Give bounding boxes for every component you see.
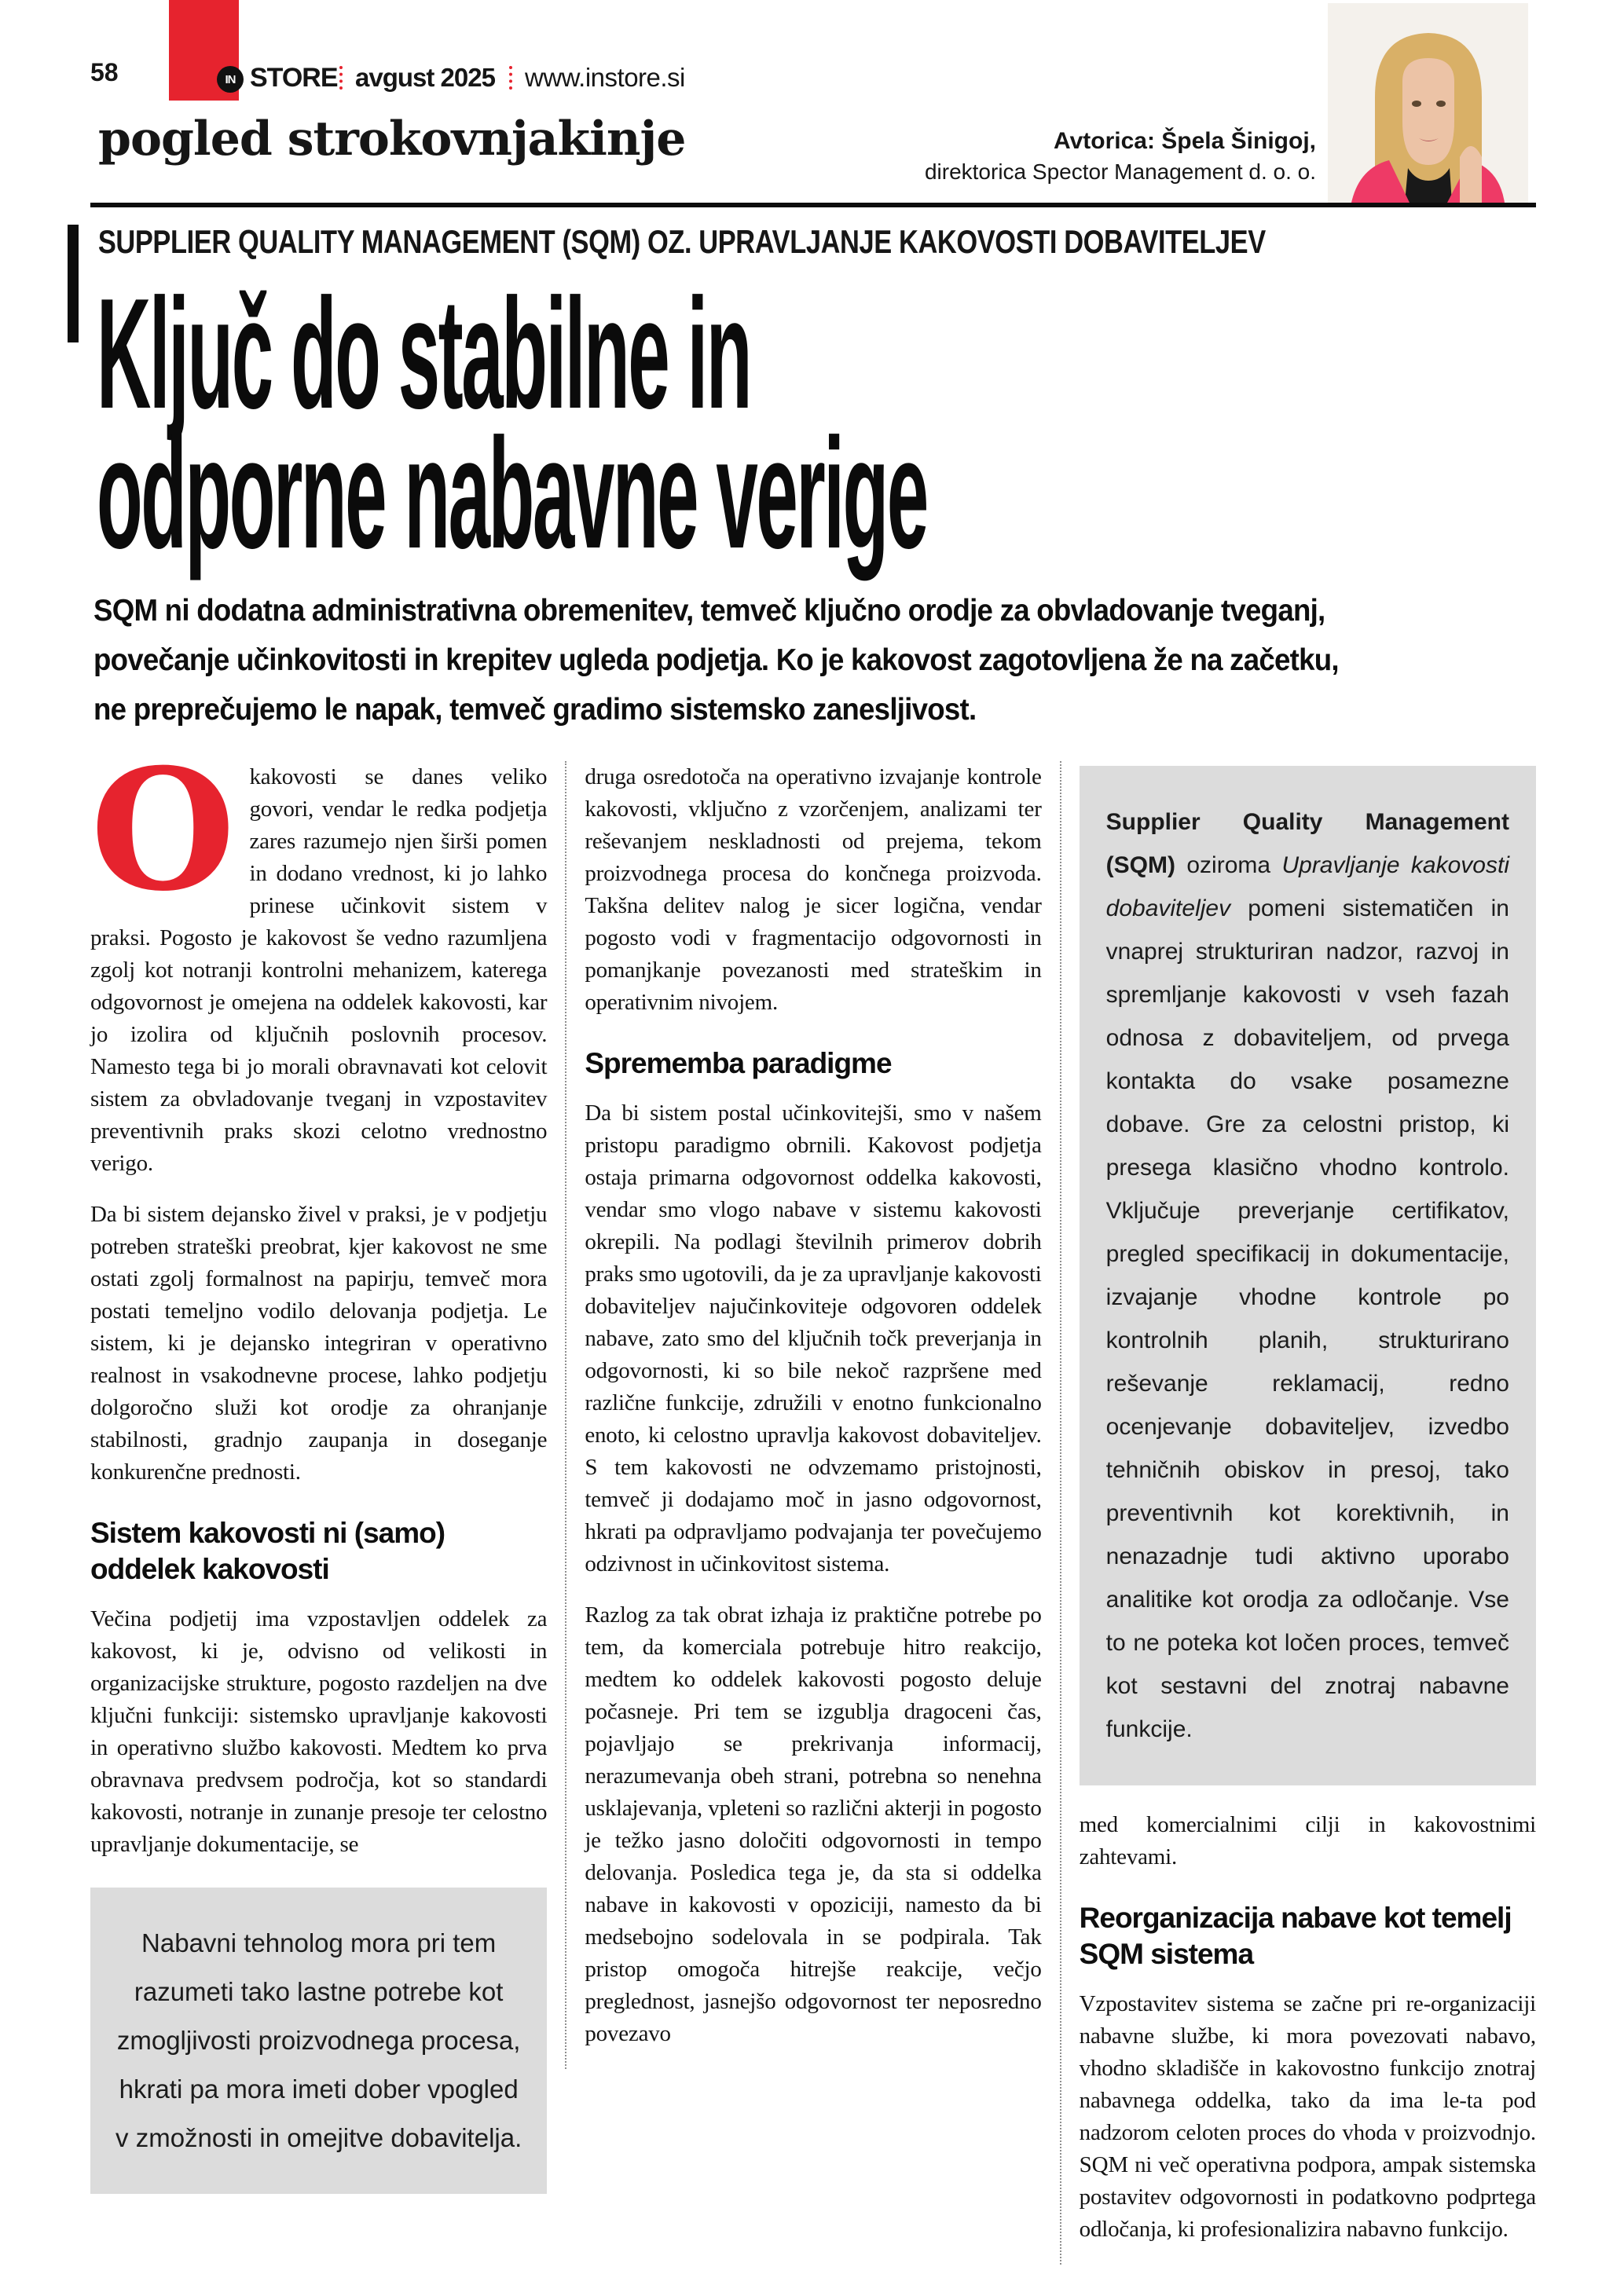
column-3 [1060,761,1536,2265]
info-box-lead: Supplier Quality Management (SQM) [1105,809,1509,878]
column-1 [90,732,548,2194]
headline-line: Ključ do stabilne in [97,266,751,441]
author-name: Avtorica: Špela Šinigoj, [1054,128,1316,154]
author-role: direktorica Spector Management d. o. o. [924,159,1316,184]
page-number: 58 [90,58,119,86]
paragraph: Da bi sistem dejansko živel v praksi, je v podjetju potreben strateški preobrat, kjer kakovost ne sme ostati zgolj formalnost na papirju, temveč mora postati temeljno vodilo delovanja podjetja. Le sistem, ki je dejansko integriran v operativno realnost in vsakodnevne procese, lahko podjetju dolgoročno služi kot orodje za ohranjanje stabilnosti, gradnjo zaupanja in doseganje konkurenčne prednosti. [90,1202,548,1485]
hand [1460,146,1482,203]
subhead: Sprememba paradigme [585,1047,892,1079]
header-dotted-divider [509,66,512,90]
author-block [925,126,1316,187]
paragraph: Večina podjetij ima vzpostavljen oddelek za kakovost, ki je, odvisno od velikosti in organizacijske strukture, pogosto razdeljen na dve ključni funkciji: sistemsko upravljanje kakovosti in operativno službo kakovosti. Medtem ko prva obravnava predvsem področja, kot so standardi kakovosti, notranje in zunanje presoje ter celostno upravljanje dokumentacije, se [90,1606,548,1857]
paragraph: Razlog za tak obrat izhaja iz praktične potrebe po tem, da komerciala potrebuje hitro reakcijo, medtem ko oddelek kakovosti pogosto deluje počasneje. Pri tem se izgublja dragoceni čas, pojavljajo se prekrivanja informacij, nerazumevanja obeh strani, potrebna so nenehna usklajevanja, vpleteni so različni akterji in pogosto je težko jasno določiti odgovornosti in tempo delovanja. Posledica tega je, da sta si oddelka nabave in kakovosti v opoziciji, namesto da bi medsebojno sodelovala in se podpirala. Tak pristop omogoča hitrejše reakcije, večjo preglednost, jasnejšo odgovornost ter neposredno povezavo [585,1602,1042,2046]
eye [1436,101,1446,107]
instore-logo-text: STORE [250,63,338,93]
info-box-body: pomeni sistematičen in vnaprej strukturiran nadzor, razvoj in spremljanje kakovosti v vseh fazah odnosa z dobaviteljem, od prvega kontakta do vsake posamezne dobave. Gre za celostni pristop, ki presega klasično vhodno kontrolo. Vključuje preverjanje certifikatov, pregled specifikacij in dokumentacije, izvajanje vhodne kontrole po kontrolnih planih, strukturirano reševanje reklamacij, redno ocenjevanje dobaviteljev, izvedbo tehničnih obiskov in presoj, tako preventivnih kot korektivnih, in nenazadnje tudi aktivno uporabo analitike kot orodja za odločanje. Vse to ne poteka kot ločen proces, temveč kot sestavni del znotraj nabavne funkcije. [1105,895,1509,1742]
subhead: Reorganizacija nabave kot temelj SQM sistema [1079,1902,1512,1970]
website-url: www.instore.si [525,63,685,92]
paragraph: med komercialnimi cilji in kakovostnimi zahtevami. [1079,1812,1536,1869]
header-dotted-divider [339,66,343,90]
paragraph: Da bi sistem postal učinkovitejši, smo v našem pristopu paradigmo obrnili. Kakovost podjetja ostaja primarna odgovornost oddelka kakovosti, vendar smo vlogo nabave v sistemu kakovosti okrepili. Na podlagi številnih primerov dobrih praks smo ugotovili, da je za upravljanje kakovosti dobaviteljev najučinkoviteje odgovoren oddelek nabave, zato smo del ključnih točk preverjanja in odgovornosti, ki so bile nekoč razpršene med različne funkcije, združili v enotno funkcionalno enoto, ki celostno upravlja kakovost dobaviteljev. S tem kakovosti ne odvzemamo pristojnosti, temveč ji dodajamo moč in jasno odgovornost, hkrati pa odpravljamo podvajanja ter povečujemo odzivnost in učinkovitost sistema. [585,1100,1042,1576]
paragraph [90,732,548,1180]
paragraph: Vzpostavitev sistema se začne pri re-organizaciji nabavne službe, ki mora povezovati nabavo, vhodno skladišče in kakovostno funkcijo znotraj nabavnega oddelka, tako da ima le-ta pod nadzorom celoten proces do vhoda v proizvodnjo. SQM ni več operativna podpora, ampak sistemska postavitev odgovornosti in podatkovno podprtega odločanja, ki profesionalizira nabavno funkcijo. [1079,1991,1536,2242]
info-box-term: Upravljanje kakovosti dobaviteljev [1105,852,1509,921]
body-columns [90,732,1536,2265]
section-title: pogled strokovnjakinje [98,112,686,167]
standfirst [93,586,1536,734]
headline-line: odporne nabavne verige [97,406,927,581]
article [90,223,1536,2265]
standfirst-line: SQM ni dodatna administrativna obremenitev, temveč ključno orodje za obvladovanje tveganj, [93,594,1325,628]
info-box-connector: oziroma [1175,852,1282,878]
sqm-info-box [1080,766,1536,1785]
standfirst-line: povečanje učinkovitosti in krepitev ugleda podjetja. Ko je kakovost zagotovljena že na začetku, [93,643,1339,677]
paragraph-text: kakovosti se danes veliko govori, vendar le redka podjetja zares razumejo njen širši pomen in dodano vrednost, ki jo lahko prinese učinkovit sistem v praksi. Pogosto je kakovost še vedno razumljena zgolj kot notranji kontrolni mehanizem, katerega odgovornost je omejena na oddelek kakovosti, kar jo izolira od ključnih poslovnih procesov. Namesto tega bi jo morali obravnavati kot celovit sistem za obvladovanje tveganj in vzpostavitev preventivnih praks skozi celotno vrednostno verigo. [90,764,548,1176]
paragraph: druga osredotoča na operativno izvajanje kontrole kakovosti, vključno z vzorčenjem, analizami ter reševanjem neskladnosti od prejema, tekom proizvodnega procesa do končnega proizvoda. Takšna delitev nalog je sicer logična, vendar pogosto vodi v fragmentacijo odgovornosti in pomanjkanje povezanosti med strateškim in operativnim nivojem. [585,764,1042,1015]
face [1402,58,1454,165]
instore-logo-icon: IN [217,66,244,93]
headline [97,266,1536,581]
drop-cap: O [90,732,236,928]
author-photo [1328,3,1528,203]
kicker: SUPPLIER QUALITY MANAGEMENT (SQM) OZ. UPRAVLJANJE KAKOVOSTI DOBAVITELJEV [97,223,1266,260]
eye [1412,101,1421,107]
column-2 [565,761,1041,2069]
issue-date: avgust 2025 [355,63,495,92]
subhead: Sistem kakovosti ni (samo) oddelek kakovosti [90,1517,445,1585]
header-rule [90,203,1536,207]
standfirst-line: ne preprečujemo le napak, temveč gradimo sistemsko zanesljivost. [93,693,977,727]
kicker-bar [68,225,79,342]
page-header [0,0,1624,211]
pull-quote-box: Nabavni tehnolog mora pri tem razumeti tako lastne potrebe kot zmogljivosti proizvodnega procesa, hkrati pa mora imeti dober vpogled v zmožnosti in omejitve dobavitelja. [90,1888,547,2194]
